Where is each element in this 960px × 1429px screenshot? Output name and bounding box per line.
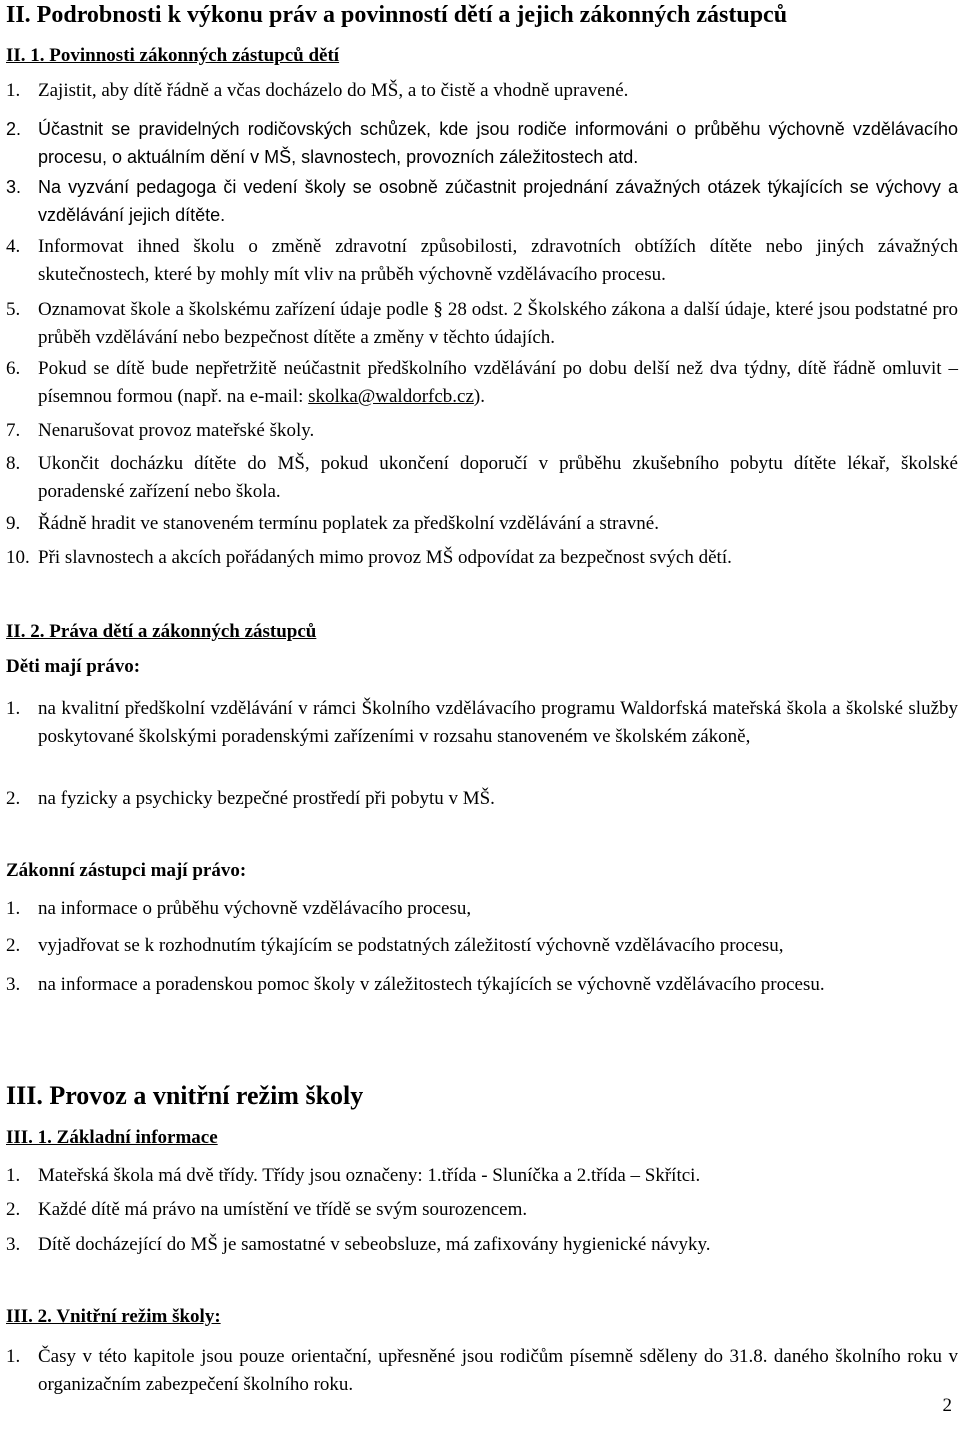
list-item: 7. Nenarušovat provoz mateřské školy. xyxy=(6,420,315,441)
list-item: 2. Každé dítě má právo na umístění ve třídě se svým sourozencem. xyxy=(6,1199,528,1220)
list-item: 10. Při slavnostech a akcích pořádaných mimo provoz MŠ odpovídat za bezpečnost svých dětí. xyxy=(6,547,732,568)
section-2-2-title: II. 2. Práva dětí a zákonných zástupců xyxy=(6,621,317,642)
list-item: 9. Řádně hradit ve stanoveném termínu poplatek za předškolní vzdělávání a stravné. xyxy=(6,513,659,534)
list-item: 2. Účastnit se pravidelných rodičovských schůzek, kde jsou rodiče informováni o průběhu výchovně vzdělávacího procesu, o aktuálním dění v MŠ, slavnostech, provozních záležitostech atd. xyxy=(6,119,958,167)
list-item: 1. na informace o průběhu výchovně vzdělávacího procesu, xyxy=(6,898,472,919)
list-item: 1. Zajistit, aby dítě řádně a včas docházelo do MŠ, a to čistě a vhodně upravené. xyxy=(6,80,629,101)
list-item: 3. na informace a poradenskou pomoc školy v záležitostech týkajících se výchovně vzdělávacího procesu. xyxy=(6,974,825,995)
parents-rights-heading: Zákonní zástupci mají právo: xyxy=(6,860,247,881)
page-number: 2 xyxy=(942,1395,952,1416)
list-item: 1. Časy v této kapitole jsou pouze orientační, upřesněné jsou rodičům písemně sděleny do 31.8. daného školního roku v organizačním zabezpečení školního roku. xyxy=(6,1346,958,1395)
children-rights-heading: Děti mají právo: xyxy=(6,656,141,677)
section-3-1-title: III. 1. Základní informace xyxy=(6,1127,218,1148)
list-item: 5. Oznamovat škole a školskému zařízení údaje podle § 28 odst. 2 Školského zákona a další údaje, které jsou podstatné pro průběh vzdělávání nebo bezpečnost dítěte a změny v těchto údajích. xyxy=(6,299,958,348)
section-2-title: II. Podrobnosti k výkonu práv a povinností dětí a jejich zákonných zástupců xyxy=(6,2,788,28)
section-2-1-title: II. 1. Povinnosti zákonných zástupců dětí xyxy=(6,45,340,66)
email-link[interactable]: skolka@waldorfcb.cz xyxy=(308,386,474,407)
list-item: 8. Ukončit docházku dítěte do MŠ, pokud ukončení doporučí v průběhu zkušebního pobytu dítěte lékař, školské poradenské zařízení nebo škola. xyxy=(6,453,958,502)
list-item: 1. Mateřská škola má dvě třídy. Třídy jsou označeny: 1.třída - Sluníčka a 2.třída – Skřítci. xyxy=(6,1165,701,1186)
list-item: 3. Na vyzvání pedagoga či vedení školy se osobně zúčastnit projednání závažných otázek týkajících se výchovy a vzdělávání jejich dítěte. xyxy=(6,177,958,225)
section-3-title: III. Provoz a vnitřní režim školy xyxy=(6,1081,364,1110)
list-item: 1. na kvalitní předškolní vzdělávání v rámci Školního vzdělávacího programu Waldorfská mateřská škola a školské služby poskytované školskými poradenskými zařízeními v rozsahu stanoveném ve školském zákoně, xyxy=(6,698,958,747)
section-3-2-title: III. 2. Vnitřní režim školy: xyxy=(6,1306,221,1327)
list-item: 6. Pokud se dítě bude nepřetržitě neúčastnit předškolního vzdělávání po dobu delší než dva týdny, dítě řádně omluvit – písemnou formou (např. na e-mail: skolka@waldorfcb.cz). xyxy=(6,358,958,407)
list-item: 3. Dítě docházející do MŠ je samostatné v sebeobsluze, má zafixovány hygienické návyky. xyxy=(6,1234,711,1255)
list-item: 2. vyjadřovat se k rozhodnutím týkajícím se podstatných záležitostí výchovně vzdělávacího procesu, xyxy=(6,935,784,956)
list-item: 4. Informovat ihned školu o změně zdravotní způsobilosti, zdravotních obtížích dítěte nebo jiných závažných skutečnostech, které by mohly mít vliv na průběh výchovně vzdělávacího procesu. xyxy=(6,236,958,285)
list-item: 2. na fyzicky a psychicky bezpečné prostředí při pobytu v MŠ. xyxy=(6,788,495,809)
